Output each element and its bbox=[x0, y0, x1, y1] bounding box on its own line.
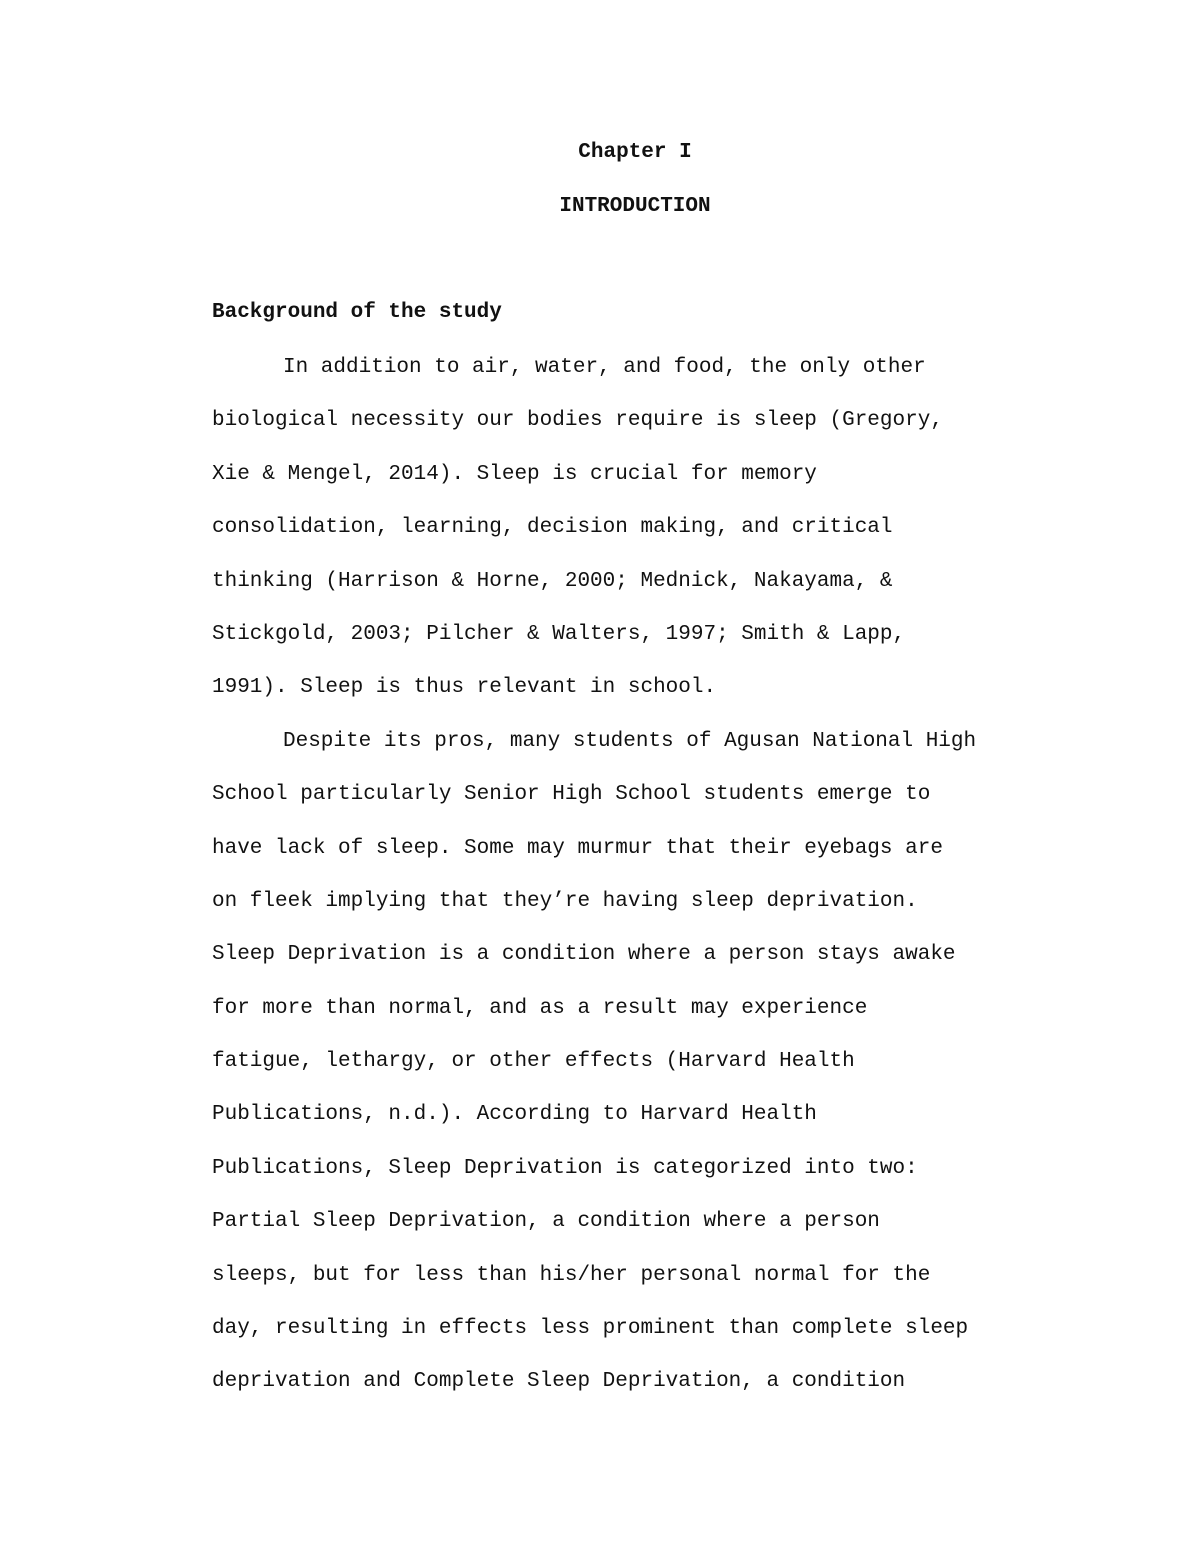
body-text bbox=[212, 355, 1112, 1423]
chapter-title: INTRODUCTION bbox=[559, 195, 711, 218]
body-line: sleeps, but for less than his/her personal normal for the bbox=[212, 1263, 931, 1287]
body-line: Xie & Mengel, 2014). Sleep is crucial for memory bbox=[212, 462, 817, 486]
body-line: fatigue, lethargy, or other effects (Harvard Health bbox=[212, 1050, 855, 1074]
body-line: have lack of sleep. Some may murmur that their eyebags are bbox=[212, 836, 943, 860]
body-line: Partial Sleep Deprivation, a condition where a person bbox=[212, 1210, 880, 1234]
body-line: for more than normal, and as a result may experience bbox=[212, 996, 868, 1020]
body-line: on fleek implying that they’re having sleep deprivation. bbox=[212, 889, 918, 913]
body-line: Sleep Deprivation is a condition where a person stays awake bbox=[212, 943, 956, 967]
body-line: In addition to air, water, and food, the only other bbox=[283, 356, 926, 379]
body-line: Stickgold, 2003; Pilcher & Walters, 1997; Smith & Lapp, bbox=[212, 622, 906, 646]
section-heading: Background of the study bbox=[212, 301, 502, 324]
body-line: Despite its pros, many students of Agusan National High bbox=[283, 729, 977, 753]
body-line: thinking (Harrison & Horne, 2000; Mednick, Nakayama, & bbox=[212, 569, 893, 593]
body-line: day, resulting in effects less prominent than complete sleep bbox=[212, 1317, 969, 1341]
body-line: Publications, Sleep Deprivation is categorized into two: bbox=[212, 1156, 918, 1180]
body-line: 1991). Sleep is thus relevant in school. bbox=[212, 676, 717, 700]
body-line: deprivation and Complete Sleep Deprivation, a condition bbox=[212, 1370, 906, 1394]
body-line: consolidation, learning, decision making, and critical bbox=[212, 516, 893, 540]
body-line: biological necessity our bodies require is sleep (Gregory, bbox=[212, 409, 943, 433]
body-line: School particularly Senior High School students emerge to bbox=[212, 783, 931, 807]
chapter-label: Chapter I bbox=[578, 141, 692, 164]
body-line: Publications, n.d.). According to Harvard Health bbox=[212, 1103, 817, 1127]
